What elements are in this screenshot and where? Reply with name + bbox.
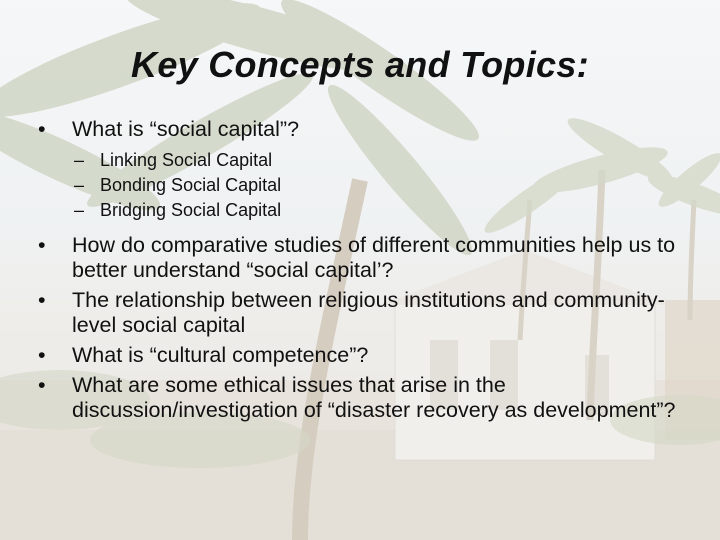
bullet-text: The relationship between religious institutions and community-level social capital <box>72 288 665 337</box>
dash-marker: – <box>74 175 85 195</box>
sub-item <box>38 173 698 198</box>
bullet-list <box>38 117 698 428</box>
slide-title: Key Concepts and Topics: <box>131 44 589 85</box>
bullet-marker: • <box>38 233 46 257</box>
bullet-item <box>38 343 698 368</box>
sub-item <box>38 198 698 223</box>
bullet-item <box>38 233 698 283</box>
bullet-text: What are some ethical issues that arise in the discussion/investigation of “disaster recovery as development”? <box>72 373 676 422</box>
bullet-text: What is “social capital”? <box>72 117 300 141</box>
sub-item-text: Bonding Social Capital <box>100 175 282 195</box>
bullet-text: What is “cultural competence”? <box>72 343 369 367</box>
bullet-marker: • <box>38 373 46 397</box>
dash-marker: – <box>74 150 85 170</box>
bullet-item <box>38 373 698 423</box>
sub-list <box>38 148 698 223</box>
bullet-marker: • <box>38 117 46 141</box>
dash-marker: – <box>74 200 85 220</box>
bullet-text: How do comparative studies of different communities help us to better understand “social capital’? <box>72 233 676 282</box>
bullet-marker: • <box>38 343 46 367</box>
sub-item-text: Bridging Social Capital <box>100 200 282 220</box>
bullet-marker: • <box>38 288 46 312</box>
bullet-item <box>38 117 698 142</box>
bullet-item <box>38 288 698 338</box>
sub-item-text: Linking Social Capital <box>100 150 273 170</box>
sub-item <box>38 148 698 173</box>
